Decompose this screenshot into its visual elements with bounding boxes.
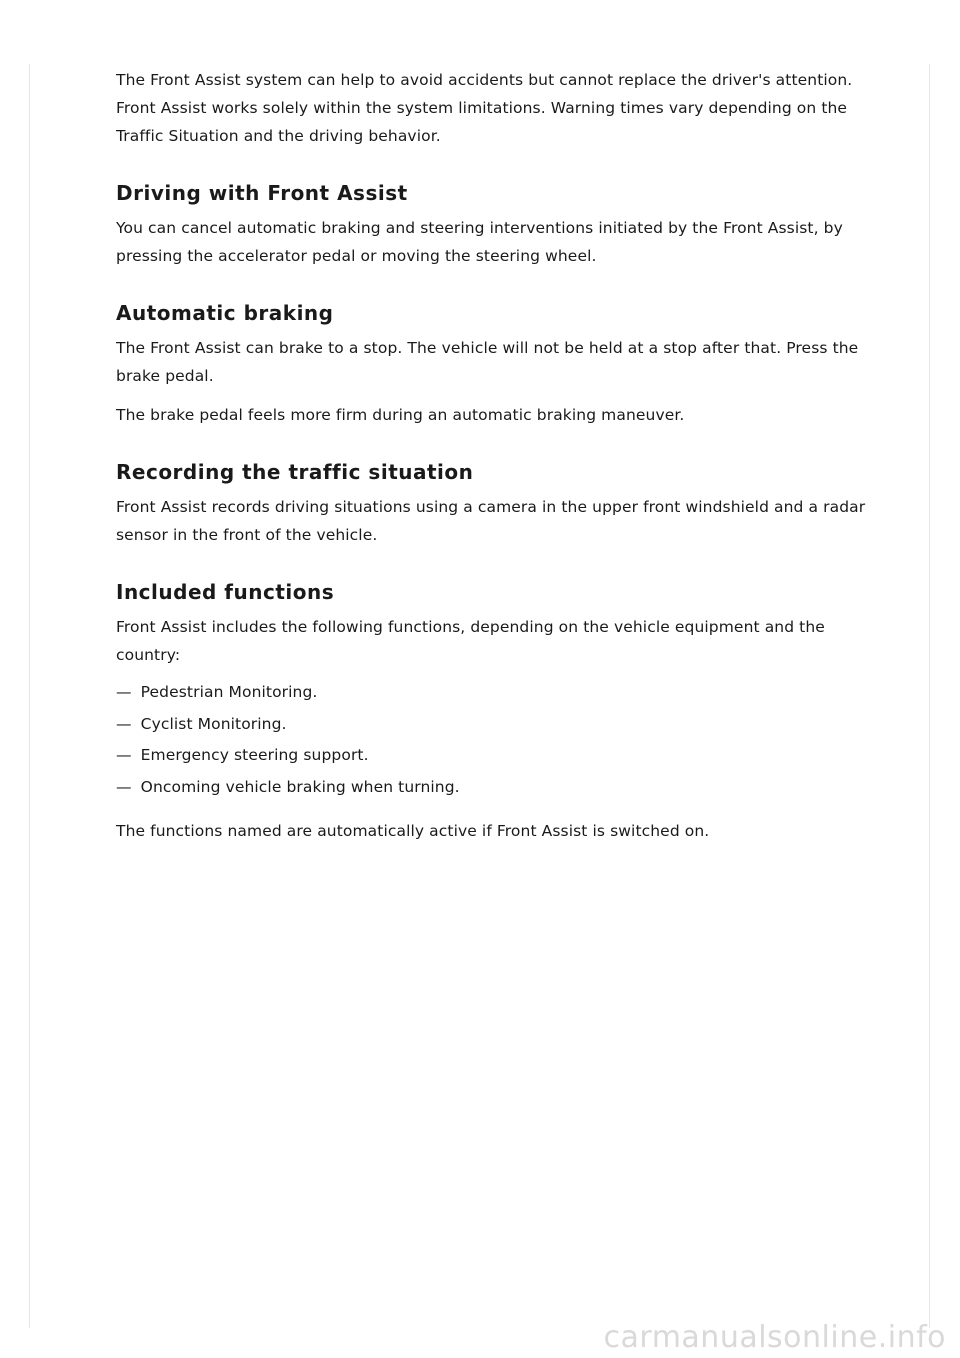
intro-paragraph: The Front Assist system can help to avoid accidents but cannot replace the driver's attention. Front Assist works solely within the system limitations. Warning times vary depending on the Traffic Situation and the driving behavior. (116, 71, 853, 145)
functions-list (116, 677, 866, 803)
list-bullet: — (116, 683, 132, 701)
section-paragraph: The brake pedal feels more firm during an automatic braking maneuver. (116, 406, 685, 424)
section-driving-with-front-assist (116, 178, 866, 270)
list-item (116, 709, 866, 741)
section-recording-traffic-situation (116, 457, 866, 549)
section-paragraph: The Front Assist can brake to a stop. The vehicle will not be held at a stop after that. Press the brake pedal. (116, 339, 859, 385)
section-paragraph: Front Assist records driving situations using a camera in the upper front windshield and a radar sensor in the front of the vehicle. (116, 498, 866, 544)
left-margin-rule (29, 64, 30, 1328)
list-item-text: Pedestrian Monitoring. (140, 683, 318, 701)
list-item-text: Cyclist Monitoring. (140, 714, 287, 733)
page-content (116, 66, 866, 845)
section-automatic-braking (116, 298, 866, 429)
list-item (116, 772, 866, 804)
list-item (116, 677, 866, 709)
section-paragraph: Front Assist includes the following functions, depending on the vehicle equipment and the country: (116, 618, 825, 664)
watermark: carmanualsonline.info (603, 1320, 946, 1355)
section-included-functions (116, 577, 866, 845)
list-bullet: — (116, 714, 132, 733)
section-paragraph: The functions named are automatically active if Front Assist is switched on. (116, 822, 710, 840)
right-margin-rule (929, 64, 930, 1328)
section-heading: Recording the traffic situation (116, 460, 474, 484)
list-item-text: Oncoming vehicle braking when turning. (140, 777, 460, 796)
section-heading: Included functions (116, 580, 335, 604)
list-bullet: — (116, 746, 132, 764)
list-bullet: — (116, 777, 132, 796)
section-paragraph: You can cancel automatic braking and steering interventions initiated by the Front Assist, by pressing the accelerator pedal or moving the steering wheel. (116, 219, 843, 265)
section-heading: Automatic braking (116, 301, 334, 325)
section-heading: Driving with Front Assist (116, 181, 408, 205)
list-item-text: Emergency steering support. (140, 746, 369, 764)
list-item (116, 740, 866, 772)
